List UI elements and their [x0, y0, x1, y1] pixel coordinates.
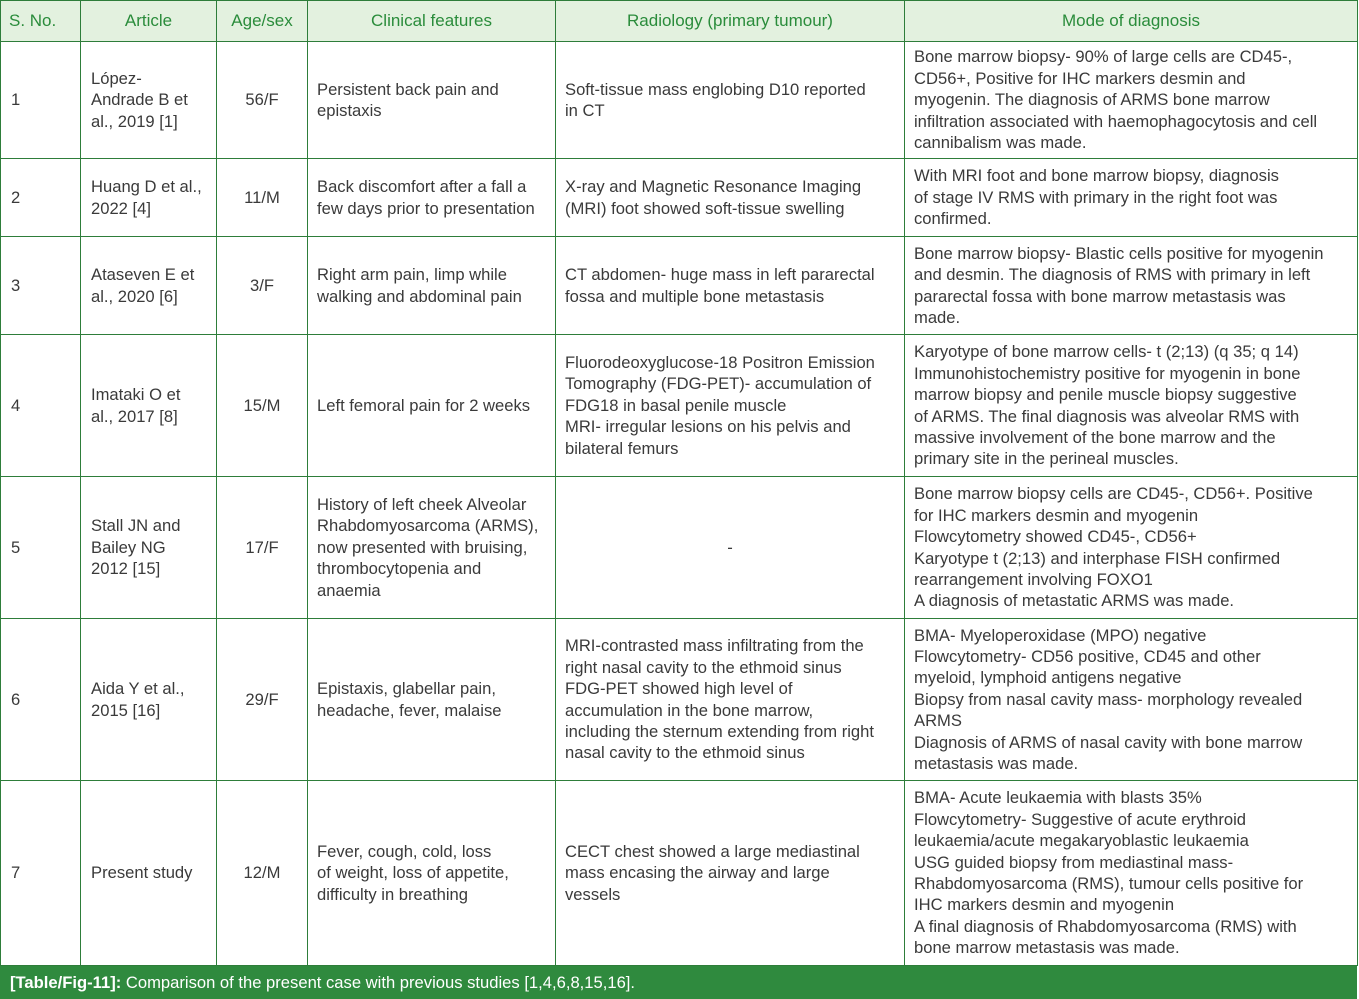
text-line: Karyotype t (2;13) and interphase FISH confirmed [914, 548, 1281, 568]
text-line: massive involvement of the bone marrow and the [914, 427, 1276, 447]
header-article: Article [81, 1, 217, 42]
text-line: Rhabdomyosarcoma (RMS), tumour cells positive for [914, 874, 1304, 893]
cell-diagnosis [905, 159, 1358, 237]
text-line: including the sternum extending from right [565, 721, 874, 741]
text-line: cannibalism was made. [914, 133, 1087, 153]
text-line: Left femoral pain for 2 weeks [317, 395, 531, 415]
text-line: López- [91, 68, 142, 88]
text-line: of weight, loss of appetite, [317, 863, 509, 883]
table-row [1, 781, 1358, 966]
text-line: Present study [91, 863, 193, 883]
header-sno: S. No. [1, 1, 81, 42]
text-line: right nasal cavity to the ethmoid sinus [565, 657, 842, 677]
text-line: al., 2019 [1] [91, 111, 178, 131]
table-row [1, 237, 1358, 335]
text-line: CT abdomen- huge mass in left pararectal [565, 265, 875, 285]
cell-clinical [308, 477, 556, 619]
text-line: Fluorodeoxyglucose-18 Positron Emission [565, 352, 875, 372]
header-age-sex: Age/sex [217, 1, 308, 42]
cell-diagnosis [905, 781, 1358, 966]
text-line: Bailey NG [91, 537, 166, 557]
text-line: FDG-PET showed high level of [565, 679, 793, 699]
text-line: headache, fever, malaise [317, 700, 502, 720]
text-line: USG guided biopsy from mediastinal mass- [914, 852, 1234, 872]
text-line: With MRI foot and bone marrow biopsy, diagnosis [914, 166, 1279, 186]
text-line: Imataki O et [91, 385, 181, 405]
text-line: Back discomfort after a fall a [317, 177, 527, 197]
text-line: infiltration associated with haemophagocytosis and cell [914, 111, 1318, 131]
cell-article [81, 237, 217, 335]
header-radiology: Radiology (primary tumour) [556, 1, 905, 42]
text-line: al., 2017 [8] [91, 406, 178, 426]
text-line: in CT [565, 101, 605, 120]
text-line: MRI- irregular lesions on his pelvis and [565, 417, 851, 437]
cell-diagnosis [905, 335, 1358, 477]
table-row [1, 159, 1358, 237]
text-line: CD56+, Positive for IHC markers desmin and [914, 68, 1246, 88]
text-line: Fever, cough, cold, loss [317, 841, 492, 861]
text-line: leukaemia/acute megakaryoblastic leukaemia [914, 831, 1249, 851]
text-line: mass encasing the airway and large [565, 863, 830, 883]
text-line: BMA- Acute leukaemia with blasts 35% [914, 788, 1202, 808]
text-line: A final diagnosis of Rhabdomyosarcoma (RMS) with [914, 916, 1297, 936]
text-line: Right arm pain, limp while [317, 265, 507, 285]
text-line: BMA- Myeloperoxidase (MPO) negative [914, 625, 1207, 645]
text-line: Diagnosis of ARMS of nasal cavity with bone marrow [914, 732, 1303, 752]
text-line: of stage IV RMS with primary in the right foot was [914, 187, 1278, 207]
text-line: pararectal fossa with bone marrow metastasis was [914, 286, 1286, 306]
text-line: 2015 [16] [91, 700, 161, 720]
text-line: 2022 [4] [91, 198, 151, 218]
cell-diagnosis [905, 619, 1358, 781]
text-line: now presented with bruising, [317, 537, 528, 557]
header-clinical-features: Clinical features [308, 1, 556, 42]
text-line: for IHC markers desmin and myogenin [914, 505, 1199, 525]
cell-age-sex: 12/M [217, 781, 308, 966]
text-line: FDG18 in basal penile muscle [565, 395, 787, 415]
cell-clinical [308, 619, 556, 781]
cell-article [81, 42, 217, 159]
cell-age-sex: 15/M [217, 335, 308, 477]
table-row [1, 477, 1358, 619]
text-line: bilateral femurs [565, 438, 679, 458]
text-line: nasal cavity to the ethmoid sinus [565, 743, 805, 763]
cell-article [81, 159, 217, 237]
text-line: CECT chest showed a large mediastinal [565, 841, 860, 861]
header-row [1, 1, 1358, 42]
cell-sno: 7 [1, 781, 81, 966]
text-line: rearrangement involving FOXO1 [914, 569, 1153, 589]
cell-age-sex: 17/F [217, 477, 308, 619]
cell-radiology [556, 159, 905, 237]
text-line: Andrade B et [91, 90, 188, 110]
cell-clinical [308, 159, 556, 237]
text-line: Flowcytometry- CD56 positive, CD45 and other [914, 646, 1261, 666]
caption-text: Comparison of the present case with previous studies [1,4,6,8,15,16]. [121, 973, 636, 992]
text-line: thrombocytopenia and [317, 559, 482, 579]
text-line: accumulation in the bone marrow, [565, 700, 814, 720]
text-line: metastasis was made. [914, 754, 1079, 774]
text-line: Biopsy from nasal cavity mass- morphology revealed [914, 689, 1303, 709]
header-mode-of-diagnosis: Mode of diagnosis [905, 1, 1358, 42]
cell-age-sex: 3/F [217, 237, 308, 335]
text-line: walking and abdominal pain [317, 286, 522, 306]
text-line: and desmin. The diagnosis of RMS with primary in left [914, 265, 1311, 285]
text-line: Aida Y et al., [91, 679, 185, 699]
text-line: Soft-tissue mass englobing D10 reported [565, 79, 866, 99]
text-line: Stall JN and [91, 516, 181, 536]
text-line: Bone marrow biopsy- 90% of large cells are CD45-, [914, 47, 1293, 67]
cell-clinical [308, 42, 556, 159]
cell-radiology [556, 619, 905, 781]
text-line: 2012 [15] [91, 559, 161, 579]
table-row [1, 619, 1358, 781]
cell-age-sex: 11/M [217, 159, 308, 237]
cell-diagnosis [905, 237, 1358, 335]
cell-radiology: - [556, 477, 905, 619]
cell-clinical [308, 781, 556, 966]
text-line: Ataseven E et [91, 265, 195, 285]
caption-label: [Table/Fig-11]: [10, 973, 122, 992]
cell-sno: 4 [1, 335, 81, 477]
table-caption [0, 966, 1357, 999]
text-line: Tomography (FDG-PET)- accumulation of [565, 374, 872, 394]
text-line: marrow biopsy and penile muscle biopsy suggestive [914, 385, 1297, 405]
text-line: of ARMS. The final diagnosis was alveolar RMS with [914, 406, 1300, 426]
text-line: Huang D et al., [91, 177, 202, 197]
cell-radiology [556, 42, 905, 159]
cell-clinical [308, 237, 556, 335]
text-line: Flowcytometry showed CD45-, CD56+ [914, 527, 1197, 547]
cell-radiology [556, 781, 905, 966]
table-row [1, 42, 1358, 159]
table-row [1, 335, 1358, 477]
text-line: Immunohistochemistry positive for myogenin in bone [914, 363, 1301, 383]
text-line: A diagnosis of metastatic ARMS was made. [914, 591, 1235, 611]
text-line: anaemia [317, 580, 381, 600]
text-line: History of left cheek Alveolar [317, 494, 527, 514]
text-line: epistaxis [317, 101, 382, 120]
cell-article [81, 335, 217, 477]
text-line: bone marrow metastasis was made. [914, 938, 1180, 958]
text-line: myeloid, lymphoid antigens negative [914, 668, 1182, 688]
text-line: Flowcytometry- Suggestive of acute erythroid [914, 809, 1247, 829]
cell-sno: 6 [1, 619, 81, 781]
text-line: Karyotype of bone marrow cells- t (2;13) (q 35; q 14) [914, 342, 1299, 362]
text-line: Rhabdomyosarcoma (ARMS), [317, 516, 539, 536]
text-line: few days prior to presentation [317, 198, 535, 218]
text-line: primary site in the perineal muscles. [914, 449, 1179, 469]
cell-sno: 1 [1, 42, 81, 159]
text-line: X-ray and Magnetic Resonance Imaging [565, 177, 862, 197]
cell-radiology [556, 237, 905, 335]
cell-article [81, 781, 217, 966]
text-line: ARMS [914, 711, 962, 731]
text-line: Epistaxis, glabellar pain, [317, 679, 496, 699]
text-line: (MRI) foot showed soft-tissue swelling [565, 198, 845, 218]
cell-sno: 3 [1, 237, 81, 335]
text-line: MRI-contrasted mass infiltrating from the [565, 636, 864, 656]
text-line: Bone marrow biopsy cells are CD45-, CD56+. Positive [914, 484, 1313, 504]
text-line: IHC markers desmin and myogenin [914, 895, 1175, 915]
cell-age-sex: 29/F [217, 619, 308, 781]
cell-diagnosis [905, 477, 1358, 619]
text-line: al., 2020 [6] [91, 286, 178, 306]
cell-age-sex: 56/F [217, 42, 308, 159]
cell-article [81, 619, 217, 781]
cell-sno: 5 [1, 477, 81, 619]
cell-article [81, 477, 217, 619]
cell-clinical [308, 335, 556, 477]
cell-radiology [556, 335, 905, 477]
text-line: difficulty in breathing [317, 884, 468, 904]
text-line: vessels [565, 884, 621, 904]
text-line: fossa and multiple bone metastasis [565, 286, 825, 306]
cell-diagnosis [905, 42, 1358, 159]
text-line: myogenin. The diagnosis of ARMS bone marrow [914, 90, 1270, 110]
text-line: confirmed. [914, 209, 992, 229]
text-line: made. [914, 307, 961, 327]
cell-sno: 2 [1, 159, 81, 237]
text-line: Persistent back pain and [317, 79, 499, 99]
text-line: Bone marrow biopsy- Blastic cells positive for myogenin [914, 243, 1324, 263]
